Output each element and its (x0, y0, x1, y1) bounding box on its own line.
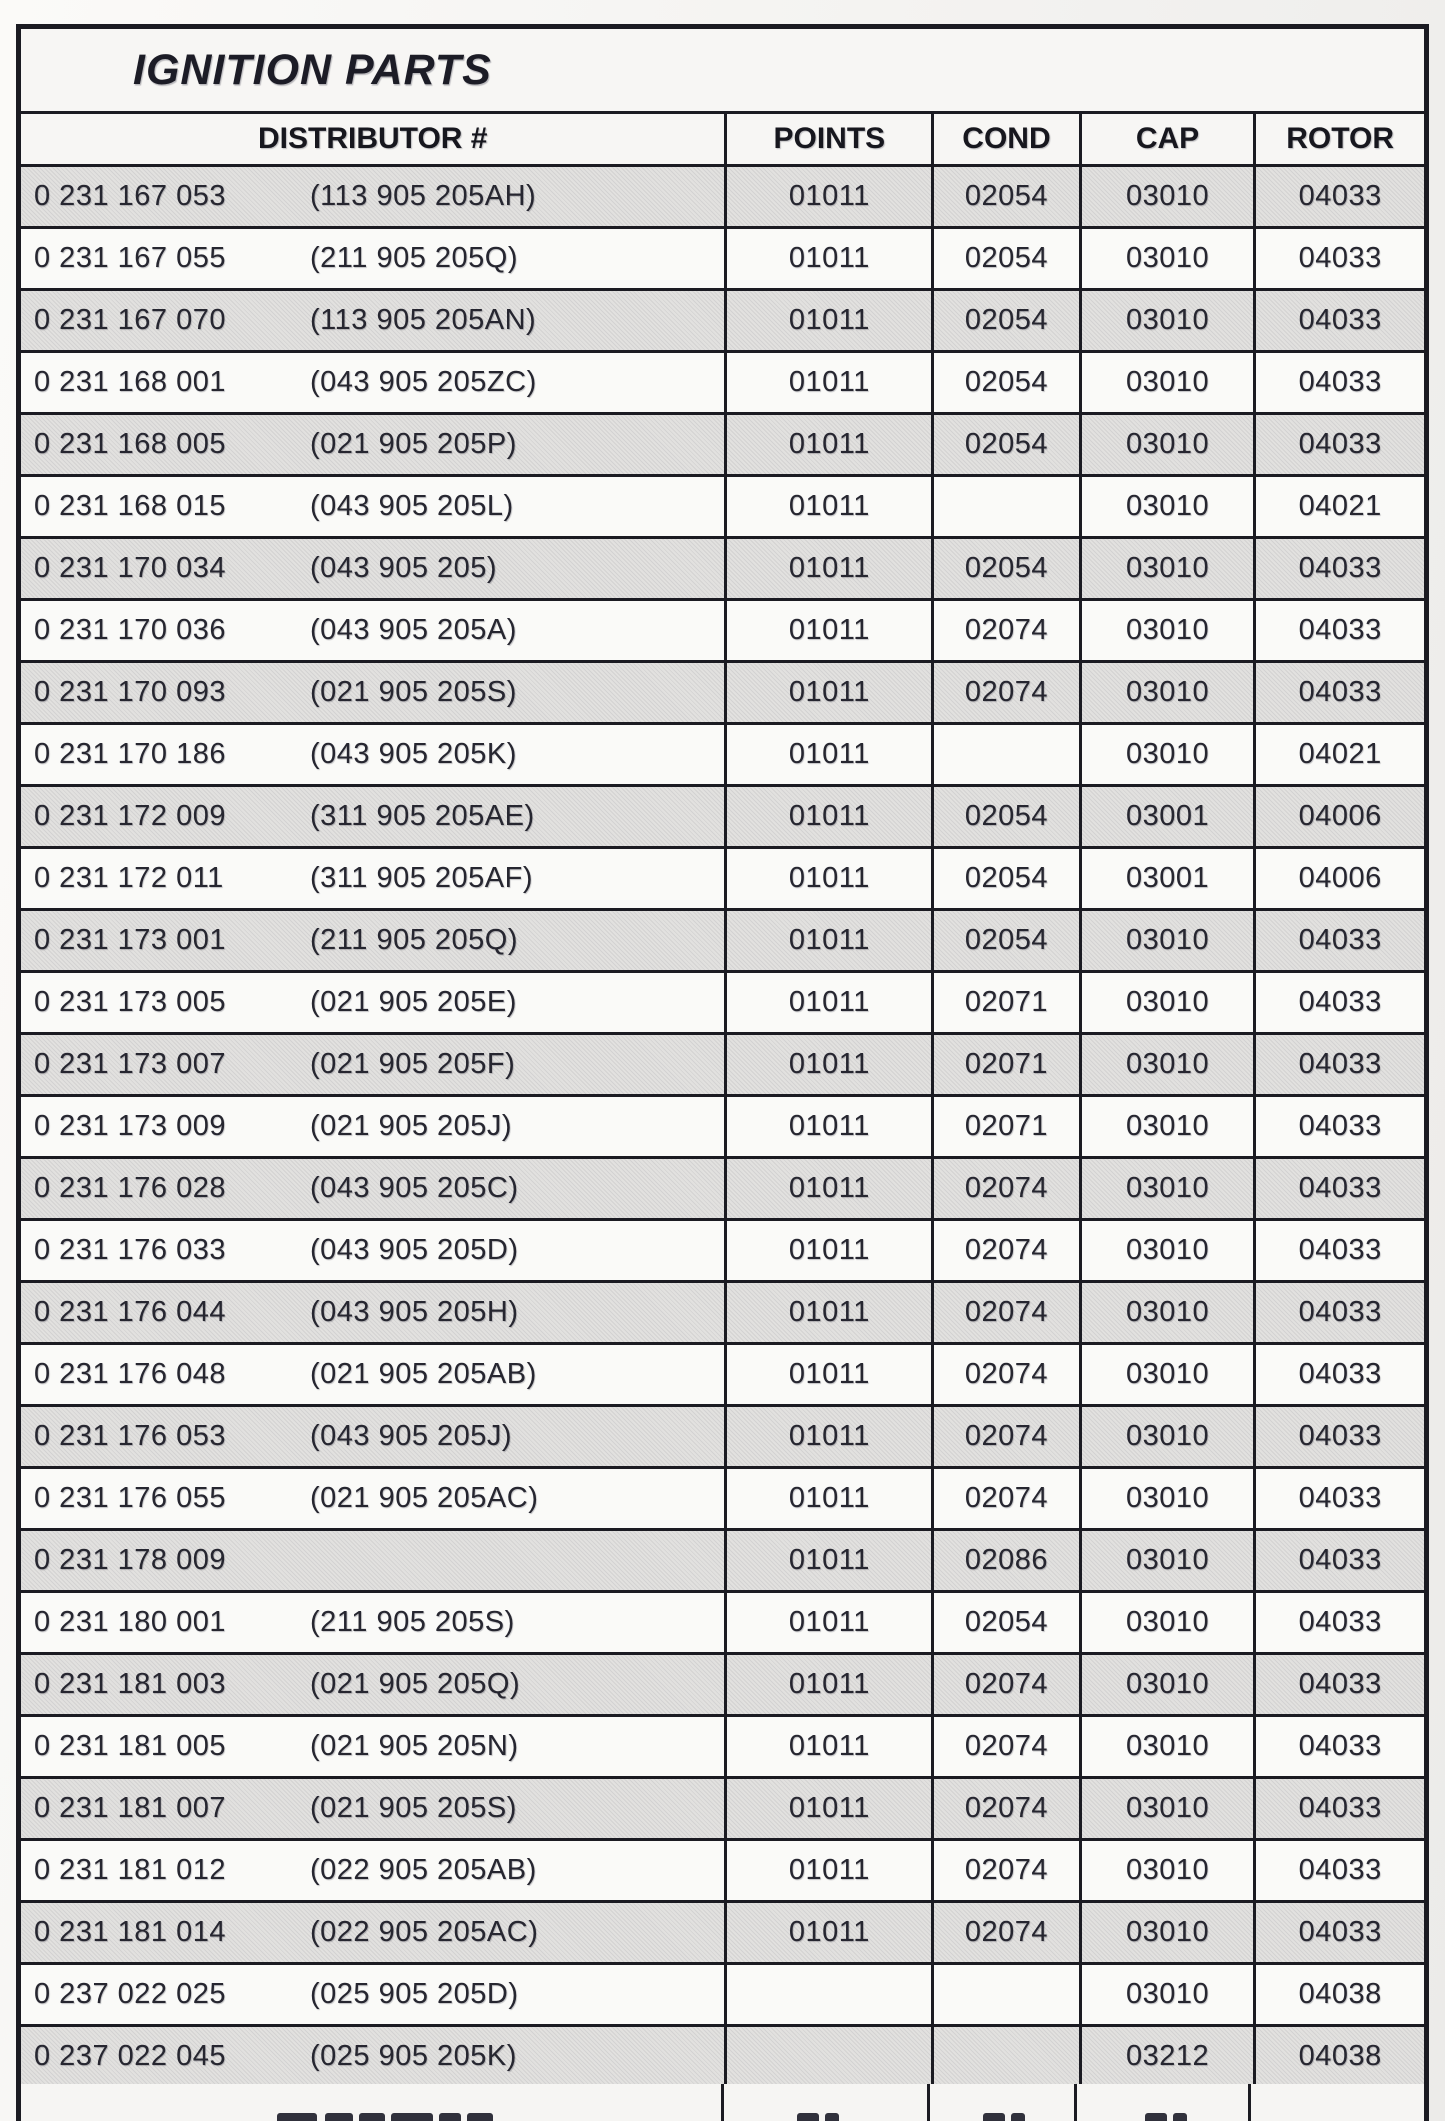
cap-cell: 03010 (1080, 290, 1255, 352)
distributor-cell (19, 1220, 726, 1282)
oem-number: (022 905 205AC) (310, 1916, 539, 1948)
oem-number: (043 905 205ZC) (310, 366, 537, 398)
distributor-number: 0 231 181 007 (34, 1792, 226, 1824)
column-header-distributor: DISTRIBUTOR # (19, 113, 726, 166)
cap-cell: 03010 (1080, 910, 1255, 972)
table-row (19, 414, 1427, 476)
oem-number: (043 905 205) (310, 552, 498, 584)
cond-cell: 02054 (933, 228, 1081, 290)
table-row (19, 910, 1427, 972)
cond-cell: 02074 (933, 1282, 1081, 1344)
distributor-cell (19, 1530, 726, 1592)
distributor-number: 0 231 176 048 (34, 1358, 226, 1390)
table-row (19, 1716, 1427, 1778)
oem-number: (021 905 205F) (310, 1048, 516, 1080)
distributor-number: 0 231 176 028 (34, 1172, 226, 1204)
cond-cell: 02054 (933, 538, 1081, 600)
table-row (19, 290, 1427, 352)
cap-cell: 03010 (1080, 1158, 1255, 1220)
oem-number: (043 905 205H) (310, 1296, 519, 1328)
cap-cell: 03010 (1080, 1592, 1255, 1654)
rotor-cell: 04033 (1255, 910, 1427, 972)
distributor-number: 0 231 173 001 (34, 924, 226, 956)
cap-cell: 03010 (1080, 1282, 1255, 1344)
points-cell: 01011 (726, 1530, 933, 1592)
distributor-cell (19, 786, 726, 848)
oem-number: (043 905 205K) (310, 738, 517, 770)
table-row (19, 1964, 1427, 2026)
distributor-number: 0 231 168 005 (34, 428, 226, 460)
oem-number: (021 905 205E) (310, 986, 517, 1018)
distributor-number: 0 231 167 055 (34, 242, 226, 274)
rotor-cell: 04033 (1255, 1220, 1427, 1282)
oem-number: (043 905 205L) (310, 490, 514, 522)
table-row (19, 1840, 1427, 1902)
cond-cell: 02074 (933, 1406, 1081, 1468)
text-fragment (467, 2113, 493, 2121)
distributor-cell (19, 848, 726, 910)
cap-cell: 03010 (1080, 352, 1255, 414)
cap-cell: 03010 (1080, 724, 1255, 786)
rotor-cell: 04033 (1255, 1902, 1427, 1964)
distributor-number: 0 231 170 034 (34, 552, 226, 584)
cap-cell: 03010 (1080, 1902, 1255, 1964)
oem-number: (021 905 205AC) (310, 1482, 539, 1514)
cond-cell: 02074 (933, 1902, 1081, 1964)
table-row (19, 600, 1427, 662)
points-cell: 01011 (726, 1282, 933, 1344)
text-fragment (1145, 2113, 1167, 2121)
cap-cell: 03010 (1080, 1840, 1255, 1902)
ignition-parts-table (16, 24, 1429, 2121)
points-cell: 01011 (726, 1654, 933, 1716)
cap-cell: 03010 (1080, 166, 1255, 228)
cap-cell: 03010 (1080, 1716, 1255, 1778)
cond-cell: 02054 (933, 848, 1081, 910)
table-row (19, 1778, 1427, 1840)
oem-number: (021 905 205N) (310, 1730, 519, 1762)
table-row (19, 1344, 1427, 1406)
rotor-cell: 04033 (1255, 228, 1427, 290)
oem-number: (211 905 205S) (310, 1606, 515, 1638)
cond-cell (933, 2026, 1081, 2088)
rotor-cell: 04033 (1255, 1716, 1427, 1778)
cap-cell: 03010 (1080, 1964, 1255, 2026)
text-fragment (391, 2113, 433, 2121)
cap-cell: 03001 (1080, 786, 1255, 848)
cond-cell: 02054 (933, 910, 1081, 972)
distributor-number: 0 231 168 001 (34, 366, 226, 398)
cap-cell: 03010 (1080, 1344, 1255, 1406)
table-row (19, 972, 1427, 1034)
distributor-cell (19, 1716, 726, 1778)
points-cell: 01011 (726, 290, 933, 352)
distributor-cell (19, 1964, 726, 2026)
points-cell: 01011 (726, 1468, 933, 1530)
distributor-number: 0 231 181 014 (34, 1916, 226, 1948)
rotor-cell: 04033 (1255, 662, 1427, 724)
distributor-cell (19, 414, 726, 476)
table-row (19, 1902, 1427, 1964)
points-cell (726, 1964, 933, 2026)
table-row (19, 1096, 1427, 1158)
column-header-cap: CAP (1080, 113, 1255, 166)
distributor-cell (19, 1406, 726, 1468)
cap-cell: 03010 (1080, 414, 1255, 476)
table-row (19, 1530, 1427, 1592)
table-row (19, 476, 1427, 538)
rotor-cell: 04033 (1255, 600, 1427, 662)
points-cell: 01011 (726, 724, 933, 786)
oem-number: (021 905 205S) (310, 1792, 517, 1824)
points-cell: 01011 (726, 228, 933, 290)
distributor-cell (19, 1654, 726, 1716)
points-cell: 01011 (726, 352, 933, 414)
cap-cell: 03212 (1080, 2026, 1255, 2088)
oem-number: (043 905 205D) (310, 1234, 519, 1266)
points-cell: 01011 (726, 538, 933, 600)
distributor-number: 0 231 180 001 (34, 1606, 226, 1638)
points-cell: 01011 (726, 166, 933, 228)
table-row (19, 724, 1427, 786)
text-fragment (325, 2113, 353, 2121)
cond-cell: 02054 (933, 166, 1081, 228)
rotor-cell: 04033 (1255, 1592, 1427, 1654)
oem-number: (021 905 205P) (310, 428, 517, 460)
distributor-cell (19, 538, 726, 600)
distributor-cell (19, 1468, 726, 1530)
cap-cell: 03010 (1080, 1468, 1255, 1530)
text-fragment (439, 2113, 461, 2121)
distributor-cell (19, 1158, 726, 1220)
distributor-cell (19, 352, 726, 414)
distributor-cell (19, 662, 726, 724)
cap-cell: 03010 (1080, 1530, 1255, 1592)
text-fragment (277, 2113, 317, 2121)
distributor-number: 0 231 172 011 (34, 862, 224, 894)
distributor-cell (19, 1034, 726, 1096)
table-row (19, 1220, 1427, 1282)
oem-number: (021 905 205Q) (310, 1668, 521, 1700)
distributor-number: 0 231 173 009 (34, 1110, 226, 1142)
distributor-cell (19, 2026, 726, 2088)
distributor-cell (19, 1902, 726, 1964)
distributor-cell (19, 1344, 726, 1406)
points-cell: 01011 (726, 910, 933, 972)
points-cell: 01011 (726, 1406, 933, 1468)
text-fragment (983, 2113, 1005, 2121)
rotor-cell: 04033 (1255, 352, 1427, 414)
rotor-cell: 04033 (1255, 1344, 1427, 1406)
oem-number: (113 905 205AN) (310, 304, 537, 336)
page-title: IGNITION PARTS (19, 27, 1427, 113)
table-row (19, 1282, 1427, 1344)
rotor-cell: 04033 (1255, 290, 1427, 352)
cond-cell: 02074 (933, 1716, 1081, 1778)
cond-cell (933, 1964, 1081, 2026)
rotor-cell: 04021 (1255, 476, 1427, 538)
distributor-number: 0 231 176 055 (34, 1482, 226, 1514)
points-cell: 01011 (726, 1096, 933, 1158)
points-cell: 01011 (726, 972, 933, 1034)
distributor-number: 0 231 178 009 (34, 1544, 226, 1576)
text-fragment (797, 2113, 819, 2121)
cond-cell: 02074 (933, 1468, 1081, 1530)
points-cell: 01011 (726, 1158, 933, 1220)
cap-cell: 03010 (1080, 1406, 1255, 1468)
cap-cell: 03010 (1080, 600, 1255, 662)
distributor-number: 0 237 022 045 (34, 2040, 226, 2072)
points-cell: 01011 (726, 1592, 933, 1654)
rotor-cell: 04033 (1255, 538, 1427, 600)
distributor-number: 0 231 170 093 (34, 676, 226, 708)
table-row (19, 848, 1427, 910)
text-fragment (1173, 2113, 1187, 2121)
cap-cell: 03010 (1080, 1096, 1255, 1158)
table-row (19, 1406, 1427, 1468)
cond-cell: 02086 (933, 1530, 1081, 1592)
column-divider (721, 2084, 724, 2121)
column-divider (1248, 2084, 1251, 2121)
cond-cell: 02074 (933, 1654, 1081, 1716)
text-fragment (825, 2113, 839, 2121)
cond-cell: 02071 (933, 1096, 1081, 1158)
rotor-cell: 04033 (1255, 1158, 1427, 1220)
points-cell: 01011 (726, 414, 933, 476)
distributor-number: 0 231 176 033 (34, 1234, 226, 1266)
distributor-number: 0 231 170 036 (34, 614, 226, 646)
distributor-number: 0 231 167 053 (34, 180, 226, 212)
table-row (19, 538, 1427, 600)
oem-number: (025 905 205D) (310, 1978, 519, 2010)
cond-cell: 02074 (933, 1158, 1081, 1220)
cond-cell: 02074 (933, 662, 1081, 724)
rotor-cell: 04033 (1255, 1778, 1427, 1840)
points-cell: 01011 (726, 1220, 933, 1282)
points-cell: 01011 (726, 476, 933, 538)
distributor-cell (19, 228, 726, 290)
points-cell: 01011 (726, 1716, 933, 1778)
distributor-cell (19, 1592, 726, 1654)
distributor-cell (19, 290, 726, 352)
rotor-cell: 04038 (1255, 2026, 1427, 2088)
column-header-row (19, 113, 1427, 166)
points-cell: 01011 (726, 848, 933, 910)
table-row (19, 786, 1427, 848)
oem-number: (211 905 205Q) (310, 242, 518, 274)
distributor-number: 0 231 181 005 (34, 1730, 226, 1762)
cap-cell: 03010 (1080, 538, 1255, 600)
oem-number: (113 905 205AH) (310, 180, 537, 212)
title-row (19, 27, 1427, 113)
distributor-cell (19, 1840, 726, 1902)
table-row (19, 2026, 1427, 2088)
distributor-cell (19, 1096, 726, 1158)
oem-number: (022 905 205AB) (310, 1854, 537, 1886)
distributor-number: 0 231 176 053 (34, 1420, 226, 1452)
distributor-number: 0 231 168 015 (34, 490, 226, 522)
distributor-number: 0 231 181 003 (34, 1668, 226, 1700)
cond-cell: 02071 (933, 972, 1081, 1034)
cond-cell: 02054 (933, 414, 1081, 476)
rotor-cell: 04006 (1255, 848, 1427, 910)
points-cell: 01011 (726, 662, 933, 724)
points-cell: 01011 (726, 600, 933, 662)
cond-cell (933, 476, 1081, 538)
text-fragment (1011, 2113, 1025, 2121)
distributor-cell (19, 972, 726, 1034)
cap-cell: 03010 (1080, 1220, 1255, 1282)
column-header-rotor: ROTOR (1255, 113, 1427, 166)
rotor-cell: 04033 (1255, 972, 1427, 1034)
rotor-cell: 04033 (1255, 1840, 1427, 1902)
text-fragment (359, 2113, 385, 2121)
cap-cell: 03010 (1080, 228, 1255, 290)
rotor-cell: 04033 (1255, 166, 1427, 228)
column-divider (1074, 2084, 1077, 2121)
points-cell: 01011 (726, 1778, 933, 1840)
rotor-cell: 04021 (1255, 724, 1427, 786)
cap-cell: 03010 (1080, 1654, 1255, 1716)
cond-cell: 02054 (933, 1592, 1081, 1654)
cond-cell: 02074 (933, 1840, 1081, 1902)
rotor-cell: 04033 (1255, 1096, 1427, 1158)
cond-cell: 02074 (933, 1220, 1081, 1282)
rotor-cell: 04033 (1255, 1282, 1427, 1344)
rotor-cell: 04006 (1255, 786, 1427, 848)
oem-number: (043 905 205A) (310, 614, 517, 646)
distributor-number: 0 231 173 007 (34, 1048, 226, 1080)
distributor-number: 0 231 176 044 (34, 1296, 226, 1328)
distributor-cell (19, 1778, 726, 1840)
cut-off-bottom-row (16, 2084, 1429, 2121)
distributor-number: 0 231 172 009 (34, 800, 226, 832)
cap-cell: 03001 (1080, 848, 1255, 910)
oem-number: (311 905 205AF) (310, 862, 533, 894)
rotor-cell: 04033 (1255, 1406, 1427, 1468)
rotor-cell: 04033 (1255, 1034, 1427, 1096)
table-row (19, 662, 1427, 724)
cond-cell: 02054 (933, 352, 1081, 414)
column-header-cond: COND (933, 113, 1081, 166)
table-row (19, 228, 1427, 290)
distributor-cell (19, 724, 726, 786)
distributor-cell (19, 1282, 726, 1344)
distributor-cell (19, 910, 726, 972)
column-header-points: POINTS (726, 113, 933, 166)
oem-number: (025 905 205K) (310, 2040, 517, 2072)
cap-cell: 03010 (1080, 662, 1255, 724)
rotor-cell: 04033 (1255, 1654, 1427, 1716)
cond-cell (933, 724, 1081, 786)
column-divider (927, 2084, 930, 2121)
table-row (19, 1468, 1427, 1530)
distributor-cell (19, 600, 726, 662)
rotor-cell: 04033 (1255, 414, 1427, 476)
table-row (19, 1158, 1427, 1220)
oem-number: (043 905 205C) (310, 1172, 519, 1204)
points-cell (726, 2026, 933, 2088)
distributor-number: 0 231 181 012 (34, 1854, 226, 1886)
cond-cell: 02074 (933, 600, 1081, 662)
distributor-number: 0 231 167 070 (34, 304, 226, 336)
oem-number: (021 905 205J) (310, 1110, 513, 1142)
oem-number: (021 905 205AB) (310, 1358, 537, 1390)
points-cell: 01011 (726, 1034, 933, 1096)
rotor-cell: 04033 (1255, 1468, 1427, 1530)
table-row (19, 1034, 1427, 1096)
table-row (19, 1592, 1427, 1654)
table-row (19, 352, 1427, 414)
cond-cell: 02074 (933, 1344, 1081, 1406)
distributor-number: 0 231 170 186 (34, 738, 226, 770)
oem-number: (211 905 205Q) (310, 924, 518, 956)
oem-number: (021 905 205S) (310, 676, 517, 708)
points-cell: 01011 (726, 1902, 933, 1964)
cond-cell: 02071 (933, 1034, 1081, 1096)
table-row (19, 1654, 1427, 1716)
cap-cell: 03010 (1080, 1034, 1255, 1096)
cond-cell: 02054 (933, 290, 1081, 352)
parts-rows (19, 166, 1427, 2121)
table-row (19, 166, 1427, 228)
rotor-cell: 04033 (1255, 1530, 1427, 1592)
oem-number: (043 905 205J) (310, 1420, 513, 1452)
cap-cell: 03010 (1080, 1778, 1255, 1840)
cond-cell: 02074 (933, 1778, 1081, 1840)
oem-number: (311 905 205AE) (310, 800, 535, 832)
cap-cell: 03010 (1080, 972, 1255, 1034)
points-cell: 01011 (726, 1344, 933, 1406)
points-cell: 01011 (726, 786, 933, 848)
points-cell: 01011 (726, 1840, 933, 1902)
distributor-number: 0 237 022 025 (34, 1978, 226, 2010)
cond-cell: 02054 (933, 786, 1081, 848)
rotor-cell: 04038 (1255, 1964, 1427, 2026)
distributor-cell (19, 166, 726, 228)
distributor-cell (19, 476, 726, 538)
cap-cell: 03010 (1080, 476, 1255, 538)
distributor-number: 0 231 173 005 (34, 986, 226, 1018)
